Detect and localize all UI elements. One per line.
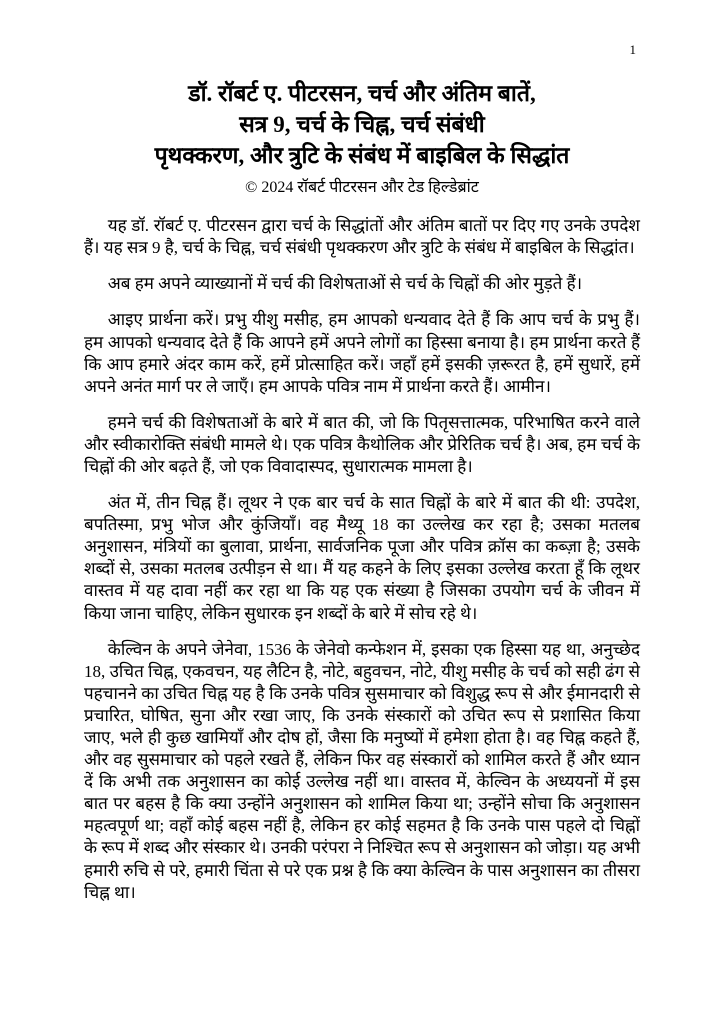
- page-number: 1: [629, 42, 636, 57]
- document-title: [84, 78, 640, 171]
- paragraph: केल्विन के अपने जेनेवा, 1536 के जेनेवो कन्फेशन में, इसका एक हिस्सा यह था, अनुच्छेद 18, उचित चिह्न, एकवचन, यह लैटिन है, नोटे, बहुवचन, नोटे, यीशु मसीह के चर्च को सही ढंग से पहचानने का उचित चिह्न यह है कि उनके पवित्र सुसमाचार को विशुद्ध रूप से और ईमानदारी से प्रचारित, घोषित, सुना और रखा जाए, कि उनके संस्कारों को उचित रूप से प्रशासित किया जाए, भले ही कुछ खामियाँ और दोष हों, जैसा कि मनुष्यों में हमेशा होता है। वह चिह्न कहते हैं, और वह सुसमाचार को पहले रखते हैं, लेकिन फिर वह संस्कारों को शामिल करते हैं और ध्यान दें कि अभी तक अनुशासन का कोई उल्लेख नहीं था। वास्तव में, केल्विन के अध्ययनों में इस बात पर बहस है कि क्या उन्होंने अनुशासन को शामिल किया था; उन्होंने सोचा कि अनुशासन महत्वपूर्ण था; वहाँ कोई बहस नहीं है, लेकिन हर कोई सहमत है कि उनके पास पहले दो चिह्नों के रूप में शब्द और संस्कार थे। उनकी परंपरा ने निश्चित रूप से अनुशासन को जोड़ा। यह अभी हमारी रुचि से परे, हमारी चिंता से परे एक प्रश्न है कि क्या केल्विन के पास अनुशासन का तीसरा चिह्न था।: [84, 639, 640, 902]
- document-body: [84, 215, 640, 904]
- title-line-2: सत्र 9, चर्च के चिह्न, चर्च संबंधी: [239, 112, 485, 138]
- paragraph: अब हम अपने व्याख्यानों में चर्च की विशेषताओं से चर्च के चिह्नों की ओर मुड़ते हैं।: [107, 274, 583, 294]
- paragraph: आइए प्रार्थना करें। प्रभु यीशु मसीह, हम आपको धन्यवाद देते हैं कि आप चर्च के प्रभु हैं। हम आपको धन्यवाद देते हैं कि आपने हमें अपने लोगों का हिस्सा बनाया है। हम प्रार्थना करते हैं कि आप हमारे अंदर काम करें, हमें प्रोत्साहित करें। जहाँ हमें इसकी ज़रूरत है, हमें सुधारें, हमें अपने अनंत मार्ग पर ले जाएँ। हम आपके पवित्र नाम में प्रार्थना करते हैं। आमीन।: [84, 310, 640, 396]
- paragraph: अंत में, तीन चिह्न हैं। लूथर ने एक बार चर्च के सात चिह्नों के बारे में बात की थी: उपदेश, बपतिस्मा, प्रभु भोज और कुंजियाँ। वह मैथ्यू 18 का उल्लेख कर रहा है; उसका मतलब अनुशासन, मंत्रियों का बुलावा, प्रार्थना, सार्वजनिक पूजा और पवित्र क्रॉस का कब्ज़ा है; उसके शब्दों से, उसका मतलब उत्पीड़न से था। मैं यह कहने के लिए इसका उल्लेख करता हूँ कि लूथर वास्तव में यह दावा नहीं कर रहा था कि यह एक संख्या है जिसका उपयोग चर्च के जीवन में किया जाना चाहिए, लेकिन सुधारक इन शब्दों के बारे में सोच रहे थे।: [84, 493, 640, 623]
- paragraph: यह डॉ. रॉबर्ट ए. पीटरसन द्वारा चर्च के सिद्धांतों और अंतिम बातों पर दिए गए उनके उपदेश हैं। यह सत्र 9 है, चर्च के चिह्न, चर्च संबंधी पृथक्करण और त्रुटि के संबंध में बाइबिल के सिद्धांत।: [84, 216, 640, 258]
- copyright-line: © 2024 रॉबर्ट पीटरसन और टेड हिल्डेब्रांट: [245, 179, 479, 197]
- title-line-3: पृथक्करण, और त्रुटि के संबंध में बाइबिल के सिद्धांत: [154, 143, 570, 169]
- paragraph: हमने चर्च की विशेषताओं के बारे में बात की, जो कि पितृसत्तात्मक, परिभाषित करने वाले और स्वीकारोक्ति संबंधी मामले थे। एक पवित्र कैथोलिक और प्रेरितिक चर्च है। अब, हम चर्च के चिह्नों की ओर बढ़ते हैं, जो एक विवादास्पद, सुधारात्मक मामला है।: [84, 412, 640, 476]
- title-line-1: डॉ. रॉबर्ट ए. पीटरसन, चर्च और अंतिम बातें,: [188, 81, 536, 106]
